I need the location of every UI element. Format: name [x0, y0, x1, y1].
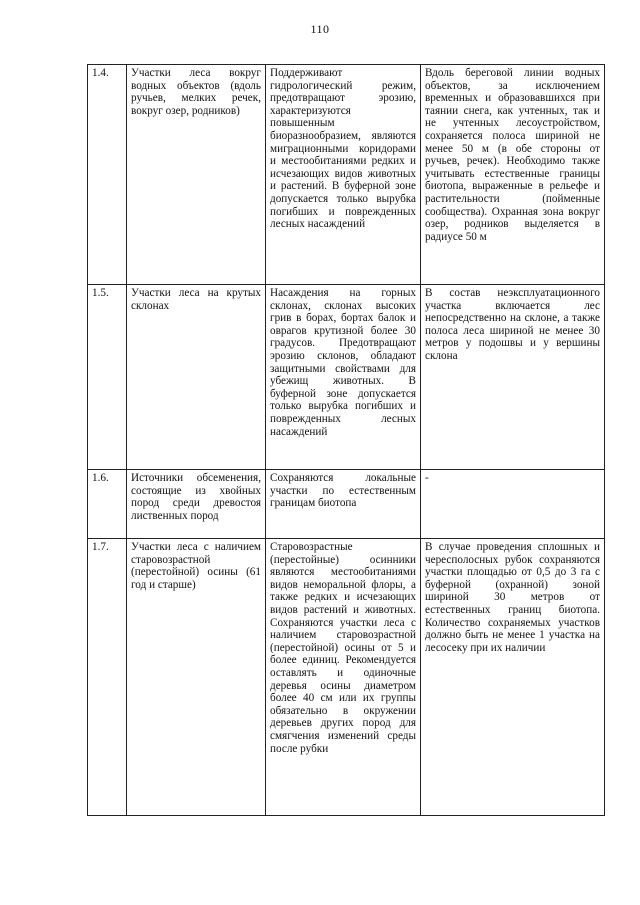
justification-cell: Поддерживают гидрологический режим, предотвращают эрозию, характеризуются повышенным биоразнообразием, являются миграционными коридорами и местообитаниями редких и исчезающих видов животных и растений. В буферной зоне допускается только вырубка погибших и поврежденных лесных насаждений	[266, 65, 421, 285]
row-number: 1.4.	[88, 65, 127, 285]
row-number: 1.6.	[88, 470, 127, 539]
protected-object-cell: Участки леса с наличием старовозрастной (перестойной) осины (61 год и старше)	[127, 539, 266, 816]
justification-cell: Старовозрастные (перестойные) осинники являются местообитаниями видов неморальной флоры, а также редких и исчезающих видов растений и животных. Сохраняются участки леса с наличием старовозрастной (перестойной) осины от 5 и более единиц. Рекомендуется оставлять и одиночные деревья осины диаметром более 40 см или их группы обязательно в окружении деревьев других пород для смягчения изменений среды после рубки	[266, 539, 421, 816]
preservation-rule-cell: В состав неэксплуатационного участка включается лес непосредственно на склоне, а также полоса леса шириной не менее 30 метров у подошвы и у вершины склона	[421, 285, 605, 470]
justification-cell: Насаждения на горных склонах, склонах высоких грив в борах, бортах балок и оврагов крутизной более 30 градусов. Предотвращают эрозию склонов, обладают защитными свойствами для убежищ животных. В буферной зоне допускается только вырубка погибших и поврежденных лесных насаждений	[266, 285, 421, 470]
row-number: 1.7.	[88, 539, 127, 816]
protected-object-cell: Источники обсеменения, состоящие из хвойных пород среди древостоя лиственных пород	[127, 470, 266, 539]
table-row	[88, 470, 605, 539]
page-number: 110	[310, 22, 330, 36]
protected-object-cell: Участки леса вокруг водных объектов (вдоль ручьев, мелких речек, вокруг озер, родников)	[127, 65, 266, 285]
table-row	[88, 65, 605, 285]
table-row	[88, 285, 605, 470]
preservation-rule-cell: В случае проведения сплошных и чересполосных рубок сохраняются участки площадью от 0,5 до 3 га с буферной (охранной) зоной шириной 30 метров от естественных границ биотопа. Количество сохраняемых участков должно быть не менее 1 участка на лесосеку при их наличии	[421, 539, 605, 816]
protected-object-cell: Участки леса на крутых склонах	[127, 285, 266, 470]
justification-cell: Сохраняются локальные участки по естественным границам биотопа	[266, 470, 421, 539]
preservation-rule-cell: -	[421, 470, 605, 539]
preservation-rule-cell: Вдоль береговой линии водных объектов, за исключением временных и образовавшихся при таянии снега, как учтенных, так и не учтенных лесоустройством, сохраняется полоса шириной не менее 50 м (в обе стороны от ручьев, речек). Необходимо также учитывать естественные границы биотопа, выраженные в рельефе и растительности (пойменные сообщества). Охранная зона вокруг озер, родников выделяется в радиусе 50 м	[421, 65, 605, 285]
row-number: 1.5.	[88, 285, 127, 470]
document-table	[87, 64, 605, 816]
table-row	[88, 539, 605, 816]
